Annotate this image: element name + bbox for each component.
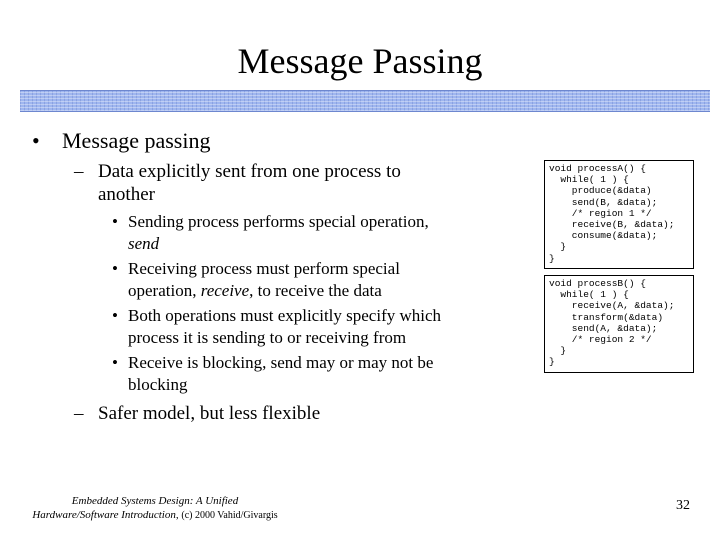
sub3-line2: process it is sending to or receiving from xyxy=(128,328,407,347)
dash-marker: – xyxy=(74,403,84,424)
bullet-message-passing: Message passing xyxy=(62,128,211,153)
sub-bullet-marker: • xyxy=(112,353,118,372)
dash-marker: – xyxy=(74,161,84,182)
bullet-marker: • xyxy=(32,128,40,153)
sub-bullet-marker: • xyxy=(112,306,118,325)
title-divider-bar xyxy=(20,90,710,112)
sub2-line2-em: receive xyxy=(200,281,250,300)
dash2-line: Safer model, but less flexible xyxy=(98,403,321,424)
page-number: 32 xyxy=(676,498,690,513)
sub2-line2-pre: operation, xyxy=(128,281,201,300)
footer-citation xyxy=(0,494,310,523)
sub2-line2 xyxy=(128,281,382,301)
sub3-line1: Both operations must explicitly specify which xyxy=(128,306,442,325)
sub-bullet-marker: • xyxy=(112,259,118,278)
footer-copyright: (c) 2000 Vahid/Givargis xyxy=(181,510,278,521)
footer-book-line2 xyxy=(0,508,310,523)
dash1-line2: another xyxy=(98,184,155,205)
sub1-line1: Sending process performs special operation, xyxy=(128,212,429,231)
sub2-line1: Receiving process must perform special xyxy=(128,259,400,278)
dash1-line1: Data explicitly sent from one process to xyxy=(98,161,401,182)
sub4-line2: blocking xyxy=(128,375,188,394)
footer-book-line1: Embedded Systems Design: A Unified xyxy=(71,495,239,507)
sub-bullet-marker: • xyxy=(112,212,118,231)
code-box-process-b: void processB() { while( 1 ) { receive(A, &data); transform(&data) send(A, &data); /* region 2 */ } } xyxy=(544,275,694,373)
code-box-process-a: void processA() { while( 1 ) { produce(&data) send(B, &data); /* region 1 */ receive(B, &data); consume(&data); } } xyxy=(544,160,694,269)
slide-title: Message Passing xyxy=(237,41,483,81)
footer-book-line2-title: Hardware/Software Introduction, xyxy=(32,509,179,521)
sub1-line2: send xyxy=(128,234,160,253)
sub2-line2-post: , to receive the data xyxy=(249,281,382,300)
sub4-line1: Receive is blocking, send may or may not be xyxy=(128,353,434,372)
